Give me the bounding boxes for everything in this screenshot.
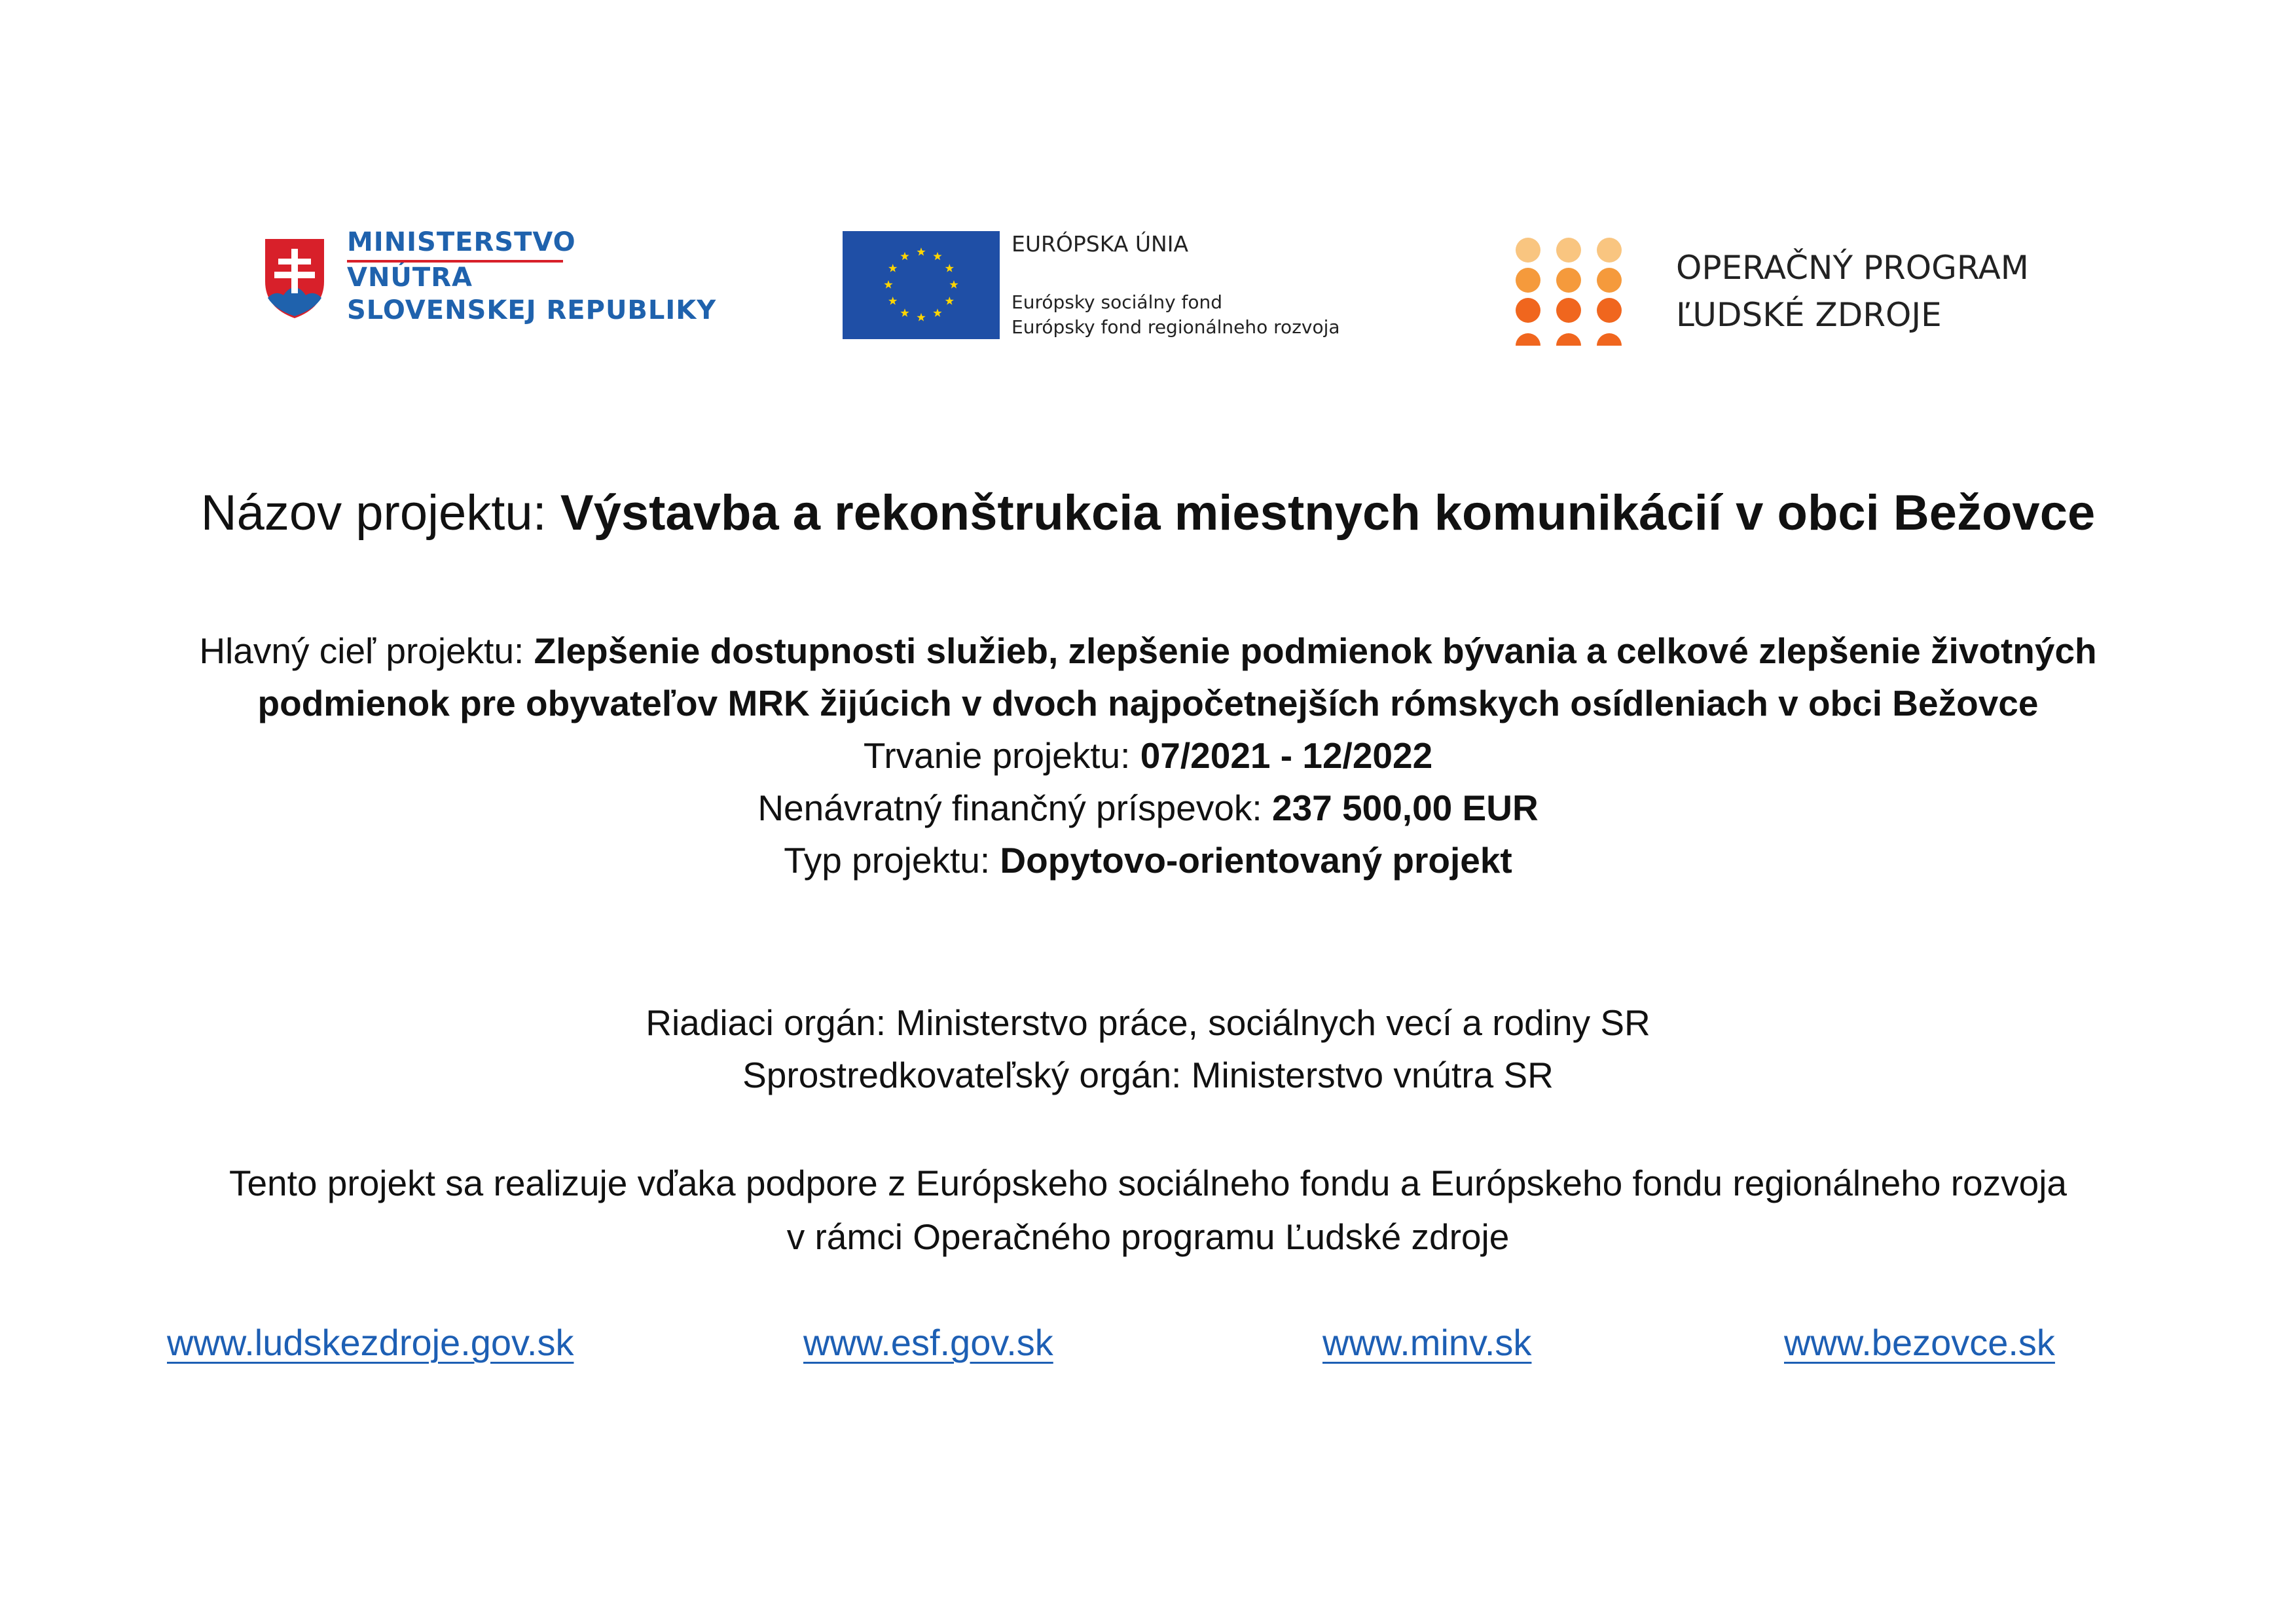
project-duration-label: Trvanie projektu:: [863, 735, 1140, 776]
project-duration-value: 07/2021 - 12/2022: [1140, 735, 1433, 776]
link-esf[interactable]: www.esf.gov.sk: [803, 1322, 1053, 1363]
eu-line-1: Európsky sociálny fond: [1011, 291, 1223, 313]
project-name-label: Názov projektu:: [200, 485, 560, 541]
operational-program-logo: [1512, 236, 2082, 347]
eu-line-2: Európsky fond regionálneho rozvoja: [1011, 316, 1340, 338]
managing-authority: Riadiaci orgán: Ministerstvo práce, sociálnych vecí a rodiny SR: [646, 1002, 1650, 1043]
ministry-line-2: VNÚTRA: [347, 263, 473, 293]
ministry-name: [347, 226, 716, 327]
eu-logo: [843, 231, 1399, 349]
ministry-logo: [259, 226, 717, 357]
link-ludskezdroje[interactable]: www.ludskezdroje.gov.sk: [167, 1322, 574, 1363]
project-goal-label: Hlavný cieľ projektu:: [199, 630, 534, 671]
support-line-2: v rámci Operačného programu Ľudské zdroje: [786, 1216, 1510, 1257]
project-contribution-value: 237 500,00 EUR: [1272, 788, 1539, 828]
project-duration: [0, 735, 2296, 776]
project-contribution-label: Nenávratný finančný príspevok:: [757, 788, 1272, 828]
slovak-coat-of-arms-icon: [259, 232, 331, 324]
eu-flag-icon: [843, 231, 1000, 339]
project-goal-line-1: [0, 630, 2296, 672]
support-line-1: Tento projekt sa realizuje vďaka podpore z Európskeho sociálneho fondu a Európskeho fondu regionálneho rozvoja: [228, 1163, 2068, 1203]
project-contribution: [0, 787, 2296, 829]
program-line-2: ĽUDSKÉ ZDROJE: [1676, 296, 1942, 334]
project-goal-line-2: [0, 682, 2296, 724]
intermediate-authority: Sprostredkovateľský orgán: Ministerstvo vnútra SR: [742, 1055, 1554, 1095]
ministry-line-1: MINISTERSTVO: [347, 227, 576, 257]
project-type: [0, 839, 2296, 881]
project-title: [0, 484, 2296, 541]
link-bezovce[interactable]: www.bezovce.sk: [1784, 1322, 2055, 1363]
link-minv[interactable]: www.minv.sk: [1322, 1322, 1532, 1363]
program-line-1: OPERAČNÝ PROGRAM: [1676, 249, 2029, 287]
project-name-value: Výstavba a rekonštrukcia miestnych komunikácií v obci Bežovce: [560, 485, 2096, 541]
project-type-label: Typ projektu:: [784, 840, 1000, 881]
project-goal-value-2: podmienok pre obyvateľov MRK žijúcich v dvoch najpočetnejších rómskych osídleniach v obci Bežovce: [257, 683, 2039, 723]
project-goal-value-1: Zlepšenie dostupnosti služieb, zlepšenie podmienok bývania a celkové zlepšenie životných: [534, 630, 2097, 671]
ministry-underline: [347, 260, 563, 263]
project-type-value: Dopytovo-orientovaný projekt: [1000, 840, 1512, 881]
eu-title: EURÓPSKA ÚNIA: [1011, 231, 1189, 257]
orange-dots-grid-icon: [1512, 236, 1630, 347]
ministry-line-3: SLOVENSKEJ REPUBLIKY: [347, 295, 717, 325]
